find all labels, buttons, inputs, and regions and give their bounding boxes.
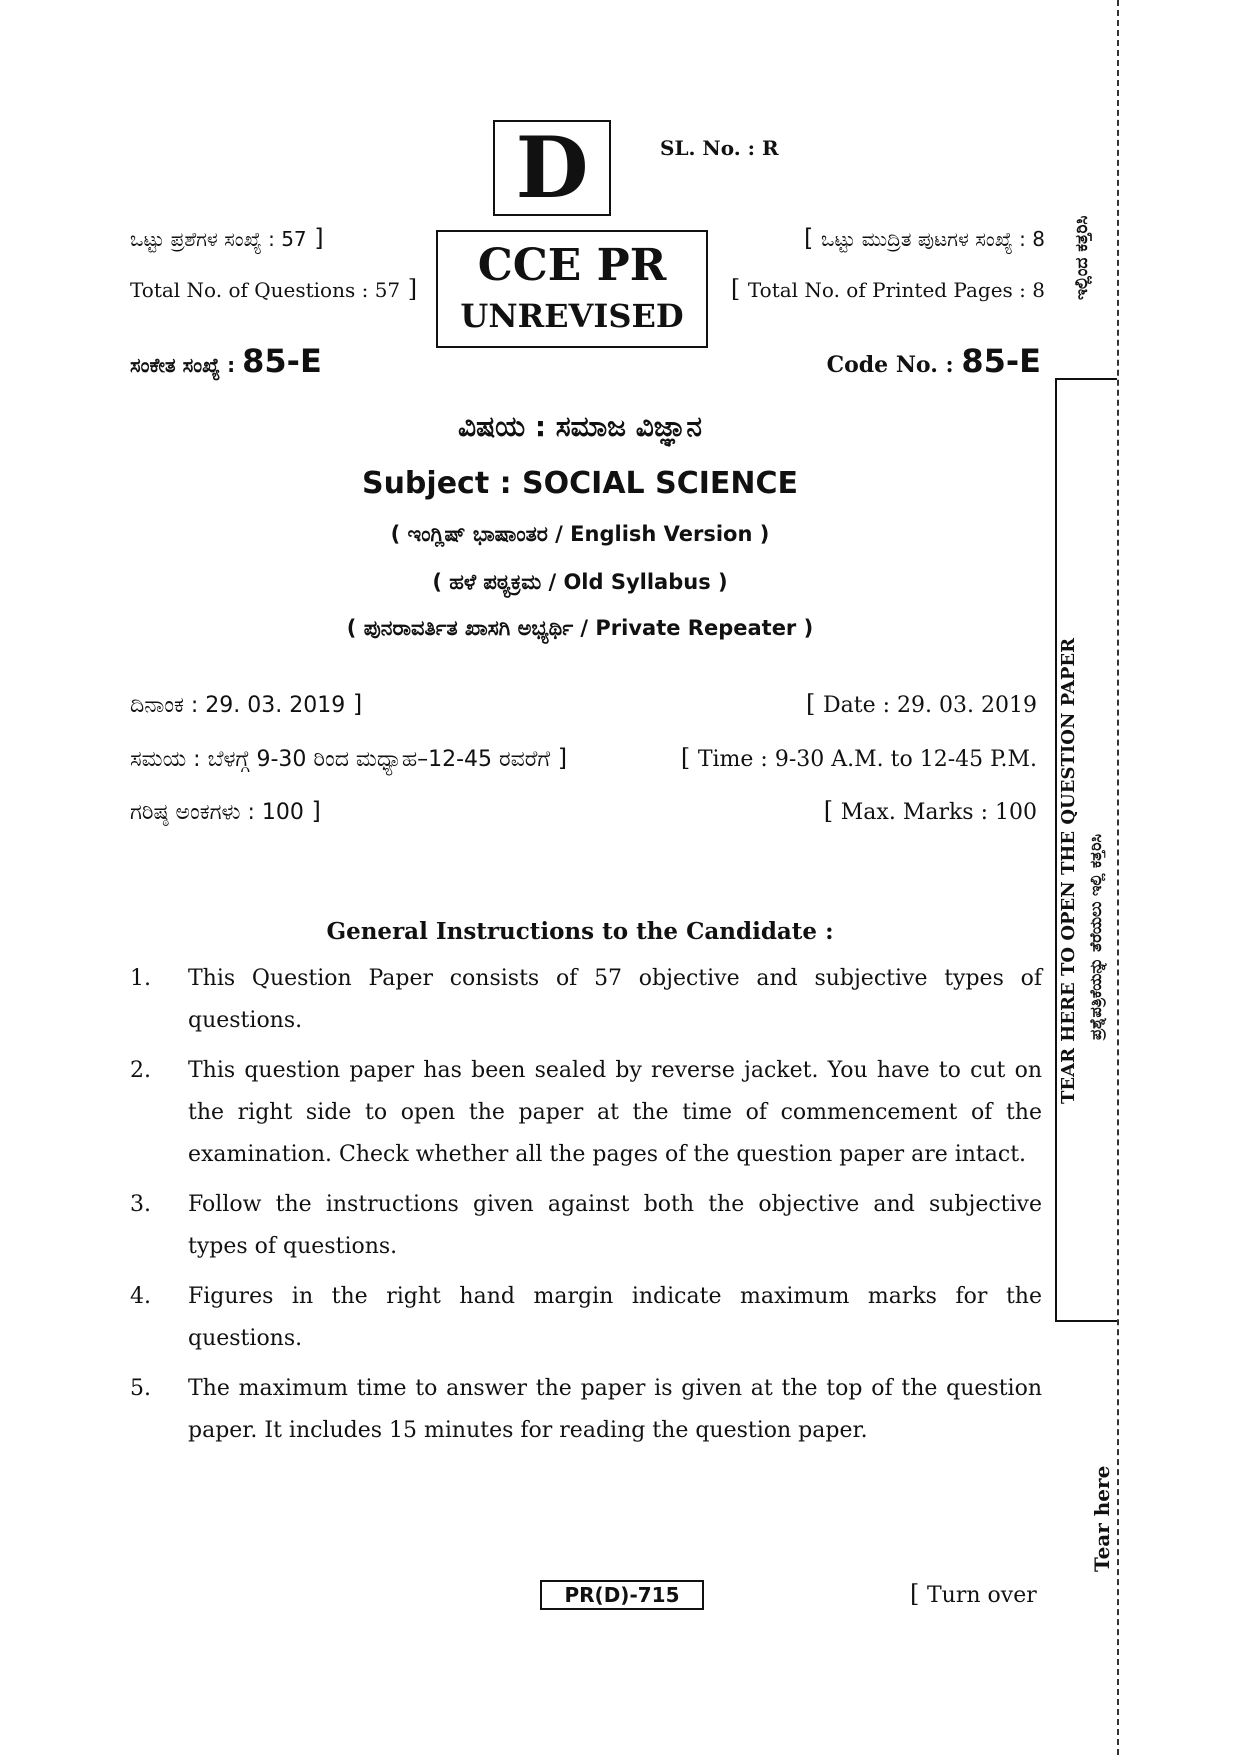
total-pages-en: [ Total No. of Printed Pages : 8 [731, 275, 1045, 303]
tear-top-kn: ಇಲ್ಲಿಂದ ಕತ್ತರಿಸಿ [1072, 215, 1092, 300]
total-questions-en: Total No. of Questions : 57 ] [130, 275, 417, 303]
tear-dashed-line [1117, 0, 1119, 1755]
marks-kn: ಗರಿಷ್ಠ ಅಂಕಗಳು : 100 ] [130, 797, 321, 825]
code-kn-label: ಸಂಕೇತ ಸಂಖ್ಯೆ : [130, 353, 236, 377]
list-item: 1. This Question Paper consists of 57 objective and subjective types of questions. [130, 966, 1042, 1033]
time-en: [ Time : 9-30 A.M. to 12-45 P.M. [681, 744, 1037, 772]
tear-here-label: Tear here [1090, 1465, 1114, 1572]
cce-pr-title: CCE PR [477, 240, 667, 291]
candidate-line: ( ಪುನರಾವರ್ತಿತ ಖಾಸಗಿ ಅಭ್ಯರ್ಥಿ / Private Repeater ) [346, 616, 814, 640]
code-number-kn [130, 342, 322, 380]
instructions-list [130, 958, 1042, 1460]
code-en-value: 85-E [961, 342, 1041, 380]
time-kn: ಸಮಯ : ಬೆಳಗ್ಗೆ 9-30 ರಿಂದ ಮಧ್ಯಾಹ–12-45 ರವರೆಗೆ ] [130, 744, 567, 772]
marks-en: [ Max. Marks : 100 [824, 797, 1037, 825]
list-item: 2. This question paper has been sealed by reverse jacket. You have to cut on the right side to open the paper at the time of commencement of the examination. Check whether all the pages of the question paper are intact. [130, 1058, 1042, 1167]
code-number-en [827, 342, 1041, 380]
code-en-label: Code No. : [826, 352, 954, 378]
subject-en: Subject : SOCIAL SCIENCE [361, 466, 799, 501]
instructions-title: General Instructions to the Candidate : [326, 918, 834, 945]
date-kn: ದಿನಾಂಕ : 29. 03. 2019 ] [130, 690, 362, 718]
paper-code-box: PR(D)-715 [540, 1580, 704, 1610]
tear-open-en: TEAR HERE TO OPEN THE QUESTION PAPER [1058, 637, 1079, 1104]
cce-pr-box [436, 230, 708, 348]
paper-version-box: D [493, 120, 611, 216]
subject-kn: ವಿಷಯ : ಸಮಾಜ ವಿಜ್ಞಾನ [458, 410, 702, 443]
total-pages-kn: [ ಒಟ್ಟು ಮುದ್ರಿತ ಪುಟಗಳ ಸಂಖ್ಯೆ : 8 [804, 224, 1045, 252]
total-questions-kn: ಒಟ್ಟು ಪ್ರಶೆಗಳ ಸಂಖ್ಯೆ : 57 ] [130, 224, 324, 252]
code-kn-value: 85-E [242, 342, 322, 380]
date-en: [ Date : 29. 03. 2019 [806, 690, 1037, 718]
list-item: 4. Figures in the right hand margin indicate maximum marks for the questions. [130, 1284, 1042, 1351]
list-item: 5. The maximum time to answer the paper is given at the top of the question paper. It includes 15 minutes for reading the question paper. [130, 1376, 1042, 1443]
list-item: 3. Follow the instructions given against both the objective and subjective types of questions. [130, 1192, 1042, 1259]
unrevised-label: UNREVISED [460, 297, 684, 335]
serial-number: SL. No. : R [660, 136, 779, 160]
syllabus-line: ( ಹಳೆ ಪಠ್ಯಕ್ರಮ / Old Syllabus ) [432, 570, 728, 594]
turn-over: [ Turn over [910, 1580, 1037, 1608]
tear-open-kn: ಪ್ರಶ್ನೆಪತ್ರಿಕೆಯನ್ನು ತೆರೆಯಲು ಇಲ್ಲಿ ಕತ್ತರಿಸಿ [1086, 833, 1105, 1040]
version-line: ( ಇಂಗ್ಲಿಷ್ ಭಾಷಾಂತರ / English Version ) [390, 522, 770, 546]
